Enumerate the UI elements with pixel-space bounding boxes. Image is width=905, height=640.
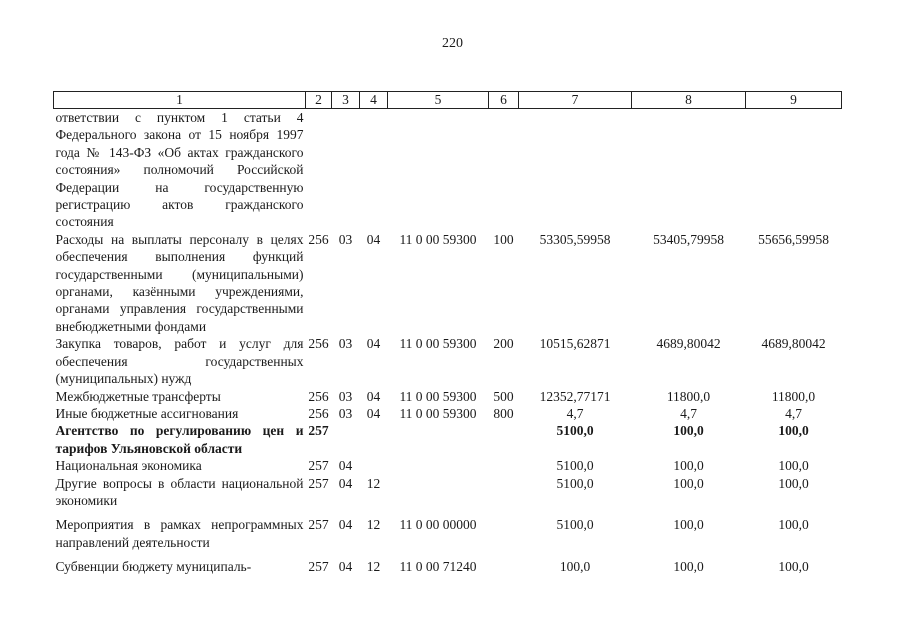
admin-code (306, 109, 332, 231)
amount-col-9: 55656,59958 (758, 231, 829, 247)
column-header: 6 (489, 92, 519, 109)
amount-col-8: 53405,79958 (653, 231, 724, 247)
subsection-code: 04 (366, 388, 381, 404)
column-header: 9 (746, 92, 842, 109)
column-header: 5 (388, 92, 489, 109)
subsection-code (360, 109, 388, 231)
target-article-code (388, 109, 489, 231)
amount-col-9: 11800,0 (771, 388, 816, 404)
row-name: Мероприятия в рамках непрограммных направлений деятельности (55, 517, 304, 550)
amount-col-8: 4,7 (680, 405, 697, 421)
table-row (54, 422, 842, 457)
target-article-code: 11 0 00 59300 (399, 405, 477, 421)
expense-type-code (489, 509, 519, 551)
section-code (332, 109, 360, 231)
header-row (54, 92, 842, 109)
subsection-code (360, 457, 388, 474)
section-code: 04 (338, 559, 353, 575)
target-article-code (388, 475, 489, 510)
amount-col-7: 5100,0 (556, 423, 594, 439)
amount-col-8: 100,0 (673, 458, 704, 474)
expense-type-code: 500 (493, 388, 514, 404)
admin-code: 256 (308, 388, 329, 404)
column-header: 4 (360, 92, 388, 109)
section-code: 03 (338, 388, 353, 404)
subsection-code: 12 (366, 517, 381, 533)
amount-col-8: 100,0 (673, 517, 704, 533)
section-code: 03 (338, 231, 353, 247)
admin-code: 257 (308, 559, 329, 575)
expense-type-code: 200 (493, 336, 514, 352)
admin-code: 256 (308, 336, 329, 352)
amount-col-7: 4,7 (566, 405, 584, 421)
admin-code: 256 (308, 231, 329, 247)
target-article-code: 11 0 00 59300 (399, 231, 477, 247)
expense-type-code (489, 422, 519, 457)
section-code: 03 (338, 336, 353, 352)
table-row (54, 475, 842, 510)
subsection-code: 04 (366, 336, 381, 352)
admin-code: 257 (308, 517, 329, 533)
section-code: 04 (338, 475, 353, 491)
amount-col-9: 4689,80042 (761, 336, 826, 352)
row-name: Субвенции бюджету муниципаль- (55, 559, 252, 575)
amount-col-7: 10515,62871 (539, 336, 611, 352)
expense-type-code: 800 (493, 405, 514, 421)
amount-col-9 (746, 109, 842, 231)
row-name: Другие вопросы в области национальной экономики (55, 475, 304, 508)
column-header: 3 (332, 92, 360, 109)
admin-code: 257 (308, 475, 329, 491)
amount-col-8 (632, 109, 746, 231)
target-article-code: 11 0 00 59300 (399, 336, 477, 352)
budget-table (53, 91, 842, 576)
amount-col-8: 100,0 (673, 475, 704, 491)
table-row (54, 109, 842, 231)
amount-col-7: 53305,59958 (539, 231, 611, 247)
amount-col-9: 100,0 (778, 517, 809, 533)
section-code (332, 422, 360, 457)
amount-col-7: 12352,77171 (539, 388, 611, 404)
subsection-code (360, 422, 388, 457)
table-row (54, 509, 842, 551)
target-article-code: 11 0 00 00000 (399, 517, 477, 533)
row-name: Национальная экономика (55, 458, 202, 474)
amount-col-8: 11800,0 (666, 388, 711, 404)
subsection-code: 04 (366, 405, 381, 421)
table-row (54, 388, 842, 405)
subsection-code: 04 (366, 231, 381, 247)
subsection-code: 12 (366, 559, 381, 575)
admin-code: 256 (308, 405, 329, 421)
amount-col-7: 5100,0 (556, 517, 594, 533)
amount-col-9: 100,0 (778, 458, 809, 474)
expense-type-code: 100 (493, 231, 514, 247)
amount-col-7: 100,0 (559, 559, 591, 575)
admin-code: 257 (308, 423, 329, 439)
column-header: 1 (54, 92, 306, 109)
amount-col-9: 100,0 (778, 475, 809, 491)
column-header: 8 (632, 92, 746, 109)
section-code: 04 (338, 517, 353, 533)
expense-type-code (489, 551, 519, 575)
target-article-code (388, 457, 489, 474)
row-name: ответствии с пунктом 1 статьи 4 Федерального закона от 15 ноября 1997 года № 143-ФЗ «Об актах гражданского состояния» полномочий Российской Федерации на государственную регистрацию актов гражданского состояния (55, 110, 304, 230)
section-code: 03 (338, 405, 353, 421)
table-row (54, 231, 842, 335)
amount-col-9: 100,0 (778, 559, 809, 575)
column-header: 7 (519, 92, 632, 109)
amount-col-7: 5100,0 (556, 475, 594, 491)
target-article-code: 11 0 00 59300 (399, 388, 477, 404)
row-name: Агентство по регулированию цен и тарифов Ульяновской области (55, 423, 304, 456)
column-header: 2 (306, 92, 332, 109)
section-code: 04 (338, 458, 353, 474)
amount-col-8: 4689,80042 (656, 336, 721, 352)
table-row (54, 335, 842, 387)
row-name: Иные бюджетные ассигнования (55, 405, 239, 421)
admin-code: 257 (308, 458, 329, 474)
table-row (54, 457, 842, 474)
row-name: Расходы на выплаты персоналу в целях обеспечения выполнения функций государственными (муниципальными) органами, казёнными учреждениями, органами управления государственными внебюджетными фондами (55, 231, 304, 334)
expense-type-code (489, 475, 519, 510)
target-article-code (388, 422, 489, 457)
expense-type-code (489, 109, 519, 231)
table-row (54, 551, 842, 575)
subsection-code: 12 (366, 475, 381, 491)
page-number: 220 (442, 36, 463, 51)
amount-col-7 (519, 109, 632, 231)
amount-col-7: 5100,0 (556, 458, 594, 474)
amount-col-8: 100,0 (673, 559, 704, 575)
amount-col-9: 4,7 (785, 405, 802, 421)
row-name: Закупка товаров, работ и услуг для обеспечения государственных (муниципальных) нужд (55, 336, 304, 387)
amount-col-9: 100,0 (778, 423, 809, 439)
expense-type-code (489, 457, 519, 474)
table-row (54, 405, 842, 422)
target-article-code: 11 0 00 71240 (399, 559, 477, 575)
amount-col-8: 100,0 (673, 423, 704, 439)
row-name: Межбюджетные трансферты (55, 388, 221, 404)
